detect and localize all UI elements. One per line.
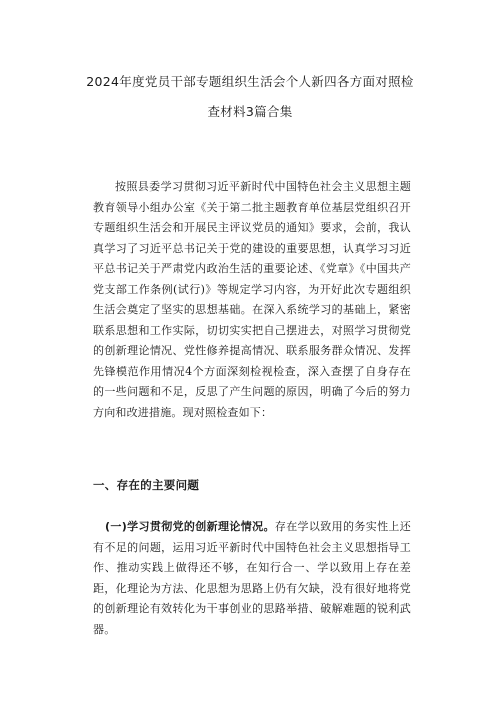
- subsection-lead: (一)学习贯彻党的创新理论情况。: [105, 520, 275, 533]
- section-heading: 一、存在的主要问题: [93, 478, 200, 492]
- document-title-line-1: 2024年度党员干部专题组织生活会个人新四各方面对照检: [86, 74, 414, 89]
- intro-paragraph: 按照县委学习贯彻习近平新时代中国特色社会主义思想主题教育领导小组办公室《关于第二批主题教育单位基层党组织召开专题组织生活会和开展民主评议党员的通知》要求，会前，我认真学习了习近平总书记关于党的建设的重要思想，认真学习习近平总书记关于严肃党内政治生活的重要论述、《党章》《中国共产党支部工作条例(试行)》等规定学习内容，为开好此次专题组织生活会奠定了坚实的思想基础。在深入系统学习的基础上，紧密联系思想和工作实际，切切实实把自己摆进去，对照学习贯彻党的创新理论情况、党性修养提高情况、联系服务群众情况、发挥先锋模范作用情况4个方面深刻检视检查，深入查摆了自身存在的一些问题和不足，反思了产生问题的原因，明确了今后的努力方向和改进措施。现对照检查如下：: [93, 180, 411, 419]
- document-title-line-2: 查材料3篇合集: [207, 104, 293, 119]
- subsection-paragraph: [93, 517, 411, 640]
- subsection-body: 存在学以致用的务实性上还有不足的问题，运用习近平新时代中国特色社会主义思想指导工作、推动实践上做得还不够，在知行合一、学以致用上存在差距，化理论为方法、化思想为思路上仍有欠缺，没有很好地将党的创新理论有效转化为干事创业的思路举措、破解难题的锐利武器。: [93, 520, 411, 636]
